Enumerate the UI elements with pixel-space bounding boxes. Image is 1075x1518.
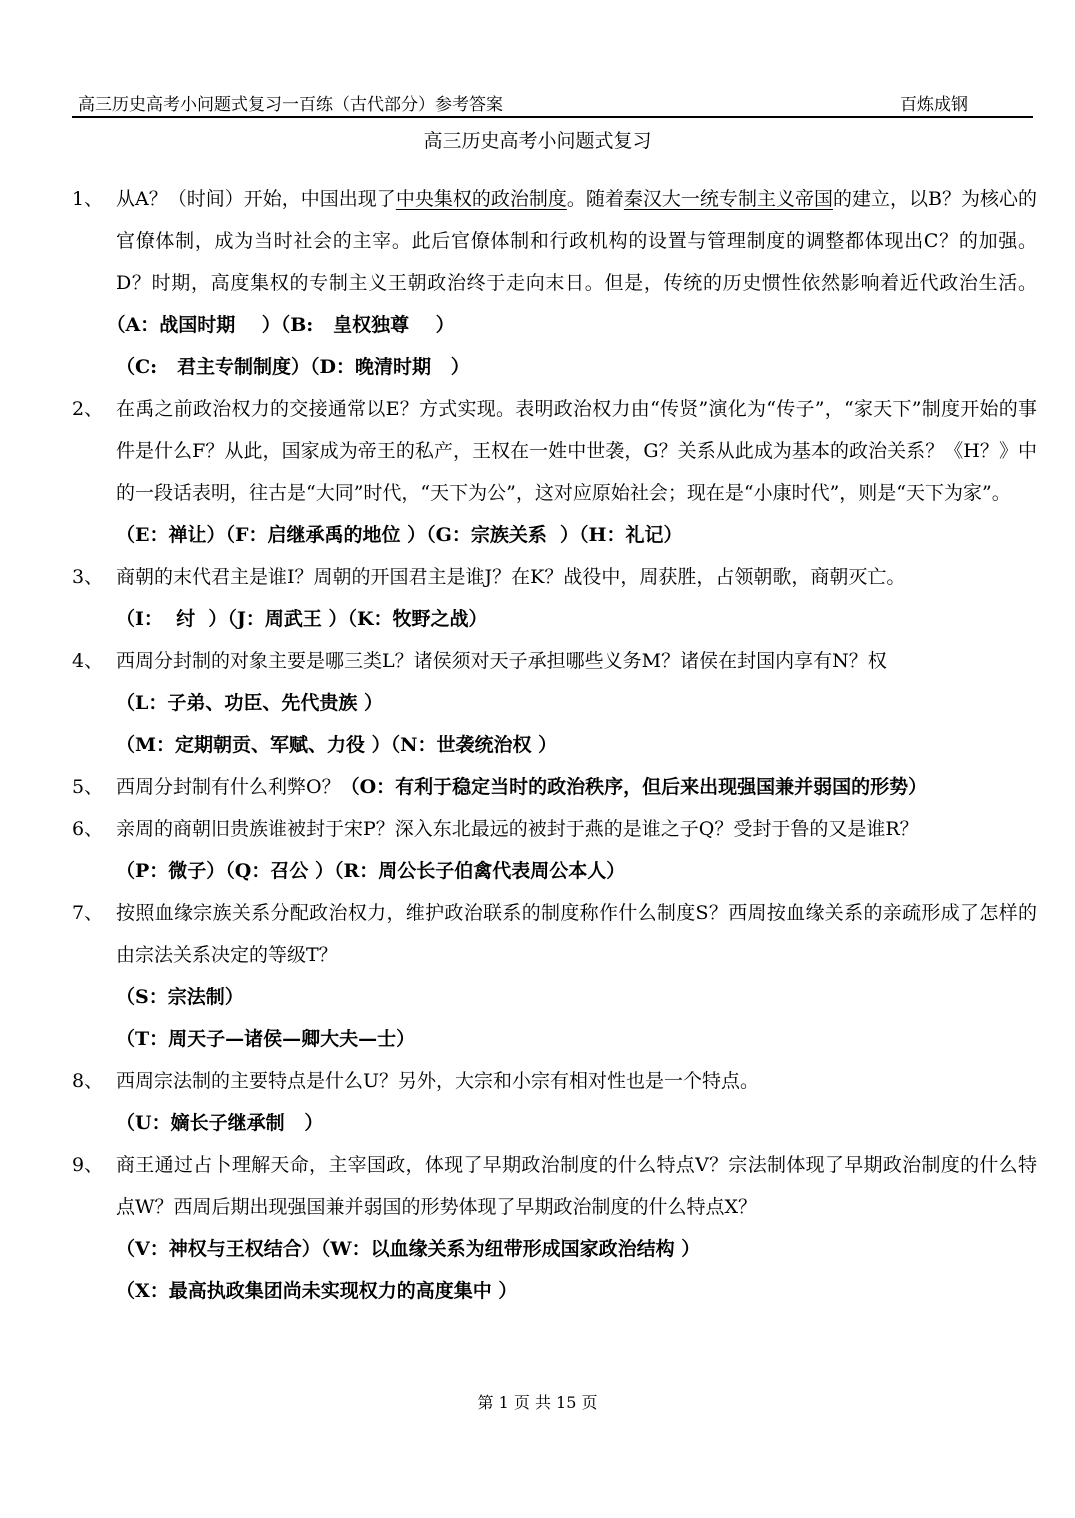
question-number: 3、 (72, 566, 104, 588)
question-number: 5、 (72, 776, 104, 798)
page-header (72, 88, 1033, 118)
question-text: 商朝的末代君主是谁I？周朝的开国君主是谁J？在K？战役中，周获胜，占领朝歌，商朝灭亡。 (116, 566, 906, 588)
question-text-part: 西周分封制有什么利弊O？ (116, 776, 341, 798)
question-list (72, 178, 1037, 1312)
question-text-part: 的建立，以B？为核心的官僚体制，成为当时社会的主宰。此后官僚体制和行政机构的设置与管理制度的调整都体现出C？的加强。D？时期，高度集权的专制主义王朝政治终于走向末日。但是，传统的历史惯性依然影响着近代政治生活。 (116, 188, 1037, 294)
question-number: 9、 (72, 1154, 104, 1176)
question-text: 西周宗法制的主要特点是什么U？另外，大宗和小宗有相对性也是一个特点。 (116, 1070, 760, 1092)
question-text: 西周分封制的对象主要是哪三类L？诸侯须对天子承担哪些义务M？诸侯在封国内享有N？权 (116, 650, 887, 672)
answer-line: （C: 君主专制制度）（D：晚清时期 ） (116, 356, 470, 378)
question-number: 2、 (72, 398, 104, 420)
answer-line: （A：战国时期 ）（B: 皇权独尊 ） (116, 314, 455, 336)
question-text (116, 766, 1037, 808)
question-number: 1、 (72, 188, 104, 210)
question-1 (72, 178, 1037, 346)
answer-line: （E：禅让）（F：启继承禹的地位 ）（G：宗族关系 ）（H：礼记） (116, 524, 683, 546)
question-text-part: 。随着 (566, 188, 624, 210)
header-motto: 百炼成钢 (900, 95, 968, 115)
answer-line: （P：微子）（Q：召公 ）（R：周公长子伯禽代表周公本人） (116, 860, 626, 882)
answer-line: （V：神权与王权结合）（W：以血缘关系为纽带形成国家政治结构 ） (116, 1238, 701, 1260)
header-doc-title: 高三历史高考小问题式复习一百练（古代部分）参考答案 (78, 95, 503, 115)
answer-line: （S：宗法制） (116, 986, 244, 1008)
question-text: 按照血缘宗族关系分配政治权力，维护政治联系的制度称作什么制度S？西周按血缘关系的亲疏形成了怎样的由宗法关系决定的等级T？ (116, 902, 1037, 966)
question-4 (72, 640, 1037, 682)
question-number: 4、 (72, 650, 104, 672)
underlined-term: 秦汉大一统专制主义帝国 (623, 188, 833, 210)
question-9 (72, 1144, 1037, 1228)
question-text: 在禹之前政治权力的交接通常以E？方式实现。表明政治权力由“传贤”演化为“传子”，“家天下”制度开始的事件是什么F？从此，国家成为帝王的私产，王权在一姓中世袭，G？关系从此成为基本的政治关系？《H？》中的一段话表明，往古是“大同”时代，“天下为公”，这对应原始社会；现在是“小康时代”，则是“天下为家”。 (116, 398, 1037, 504)
underlined-term: 中央集权的政治制度 (395, 188, 567, 210)
answer-line: （L：子弟、功臣、先代贵族 ） (116, 692, 383, 714)
answer-line: （U：嫡长子继承制 ） (116, 1112, 324, 1134)
page-title: 高三历史高考小问题式复习 (423, 130, 652, 152)
question-number: 7、 (72, 902, 104, 924)
question-number: 8、 (72, 1070, 104, 1092)
question-5 (72, 766, 1037, 808)
question-text-part: 从A？（时间）开始，中国出现了 (116, 188, 396, 210)
question-text: 商王通过占卜理解天命，主宰国政，体现了早期政治制度的什么特点V？宗法制体现了早期政治制度的什么特点W？西周后期出现强国兼并弱国的形势体现了早期政治制度的什么特点X？ (116, 1154, 1037, 1218)
question-6 (72, 808, 1037, 850)
question-7 (72, 892, 1037, 976)
question-text: 亲周的商朝旧贵族谁被封于宋P？深入东北最远的被封于燕的是谁之子Q？受封于鲁的又是谁R？ (116, 818, 919, 840)
answer-line: （X：最高执政集团尚未实现权力的高度集中 ） (116, 1280, 518, 1302)
question-number: 6、 (72, 818, 104, 840)
answer-line: （M：定期朝贡、军赋、力役 ）（N：世袭统治权 ） (116, 734, 558, 756)
question-2 (72, 388, 1037, 514)
question-3 (72, 556, 1037, 598)
answer-line: （T：周天子—诸侯—卿大夫—士） (116, 1028, 416, 1050)
answer-line: （I： 纣 ）（J：周武王 ）（K：牧野之战） (116, 608, 488, 630)
page-footer: 第 1 页 共 15 页 (477, 1393, 598, 1412)
question-text (116, 178, 1037, 346)
question-8 (72, 1060, 1037, 1102)
answer-line: （O：有利于稳定当时的政治秩序，但后来出现强国兼并弱国的形势） (340, 776, 928, 798)
